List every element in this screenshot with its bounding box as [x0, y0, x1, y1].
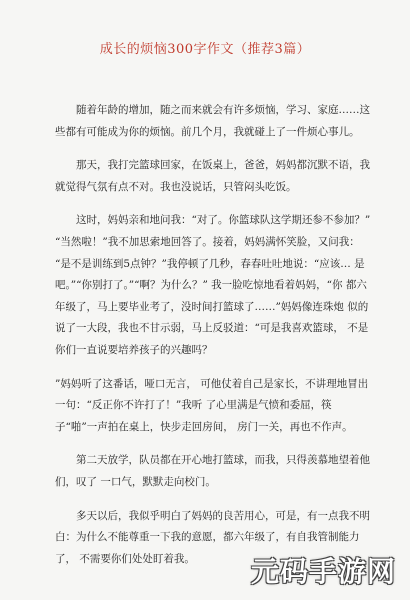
document-body: [55, 100, 373, 582]
paragraph-3: 这时，妈妈亲和地问我：“对了。你篮球队这学期还参不参加？” “当然啦！”我不加思索地回答了。接着，妈妈满怀笑脸，又问我： “是不是训练到5点钟？”我停顿了几秒，春春吐吐地说：“应该… 是吧。”“你别打了。”“啊？为什么？” 我一脸吃惊地看着妈妈，“你 都六年级了，马上要毕业考了，没时间打篮球了……”妈妈像连珠炮 似的说了一大段，我也不甘示弱，马上反驳道：“可是我喜欢篮球， 不是你们一直说要培养孩子的兴趣吗？: [55, 214, 371, 356]
paragraph-5: 第二天放学，队员都在开心地打篮球，而我，只得羡慕地望着他 们，叹了 一口气，默默走向校门。: [55, 454, 370, 488]
paragraph-4: ”妈妈听了这番话，哑口无言， 可他仗着自己是家长，不讲理地冒出一句：“反正你不许打了！”我听 了心里满是气愤和委屈，筷子“啪”一声拍在桌上，快步走回房间， 房门一关，再也不作声。: [55, 377, 369, 433]
paragraph-6: 多天以后，我似乎明白了妈妈的良苦用心，可是，有一点我不明 白：为什么不能尊重一下我的意愿，都六年级了，有自我管制能力了， 不需要你们处处盯着我。: [55, 509, 370, 565]
paragraph-1: 随着年龄的增加，随之而来就会有许多烦恼，学习、家庭……这 些都有可能成为你的烦恼。前几个月，我就碰上了一件烦心事儿。: [55, 104, 370, 138]
document-title: 成长的烦恼300字作文（推荐3篇）: [99, 42, 311, 57]
site-watermark: 元码手游网: [250, 555, 396, 588]
paragraph-2: 那天，我打完篮球回家，在饭桌上，爸爸，妈妈都沉默不语，我 就觉得气氛有点不对。我也没说话，只管闷头吃饭。: [55, 159, 370, 193]
